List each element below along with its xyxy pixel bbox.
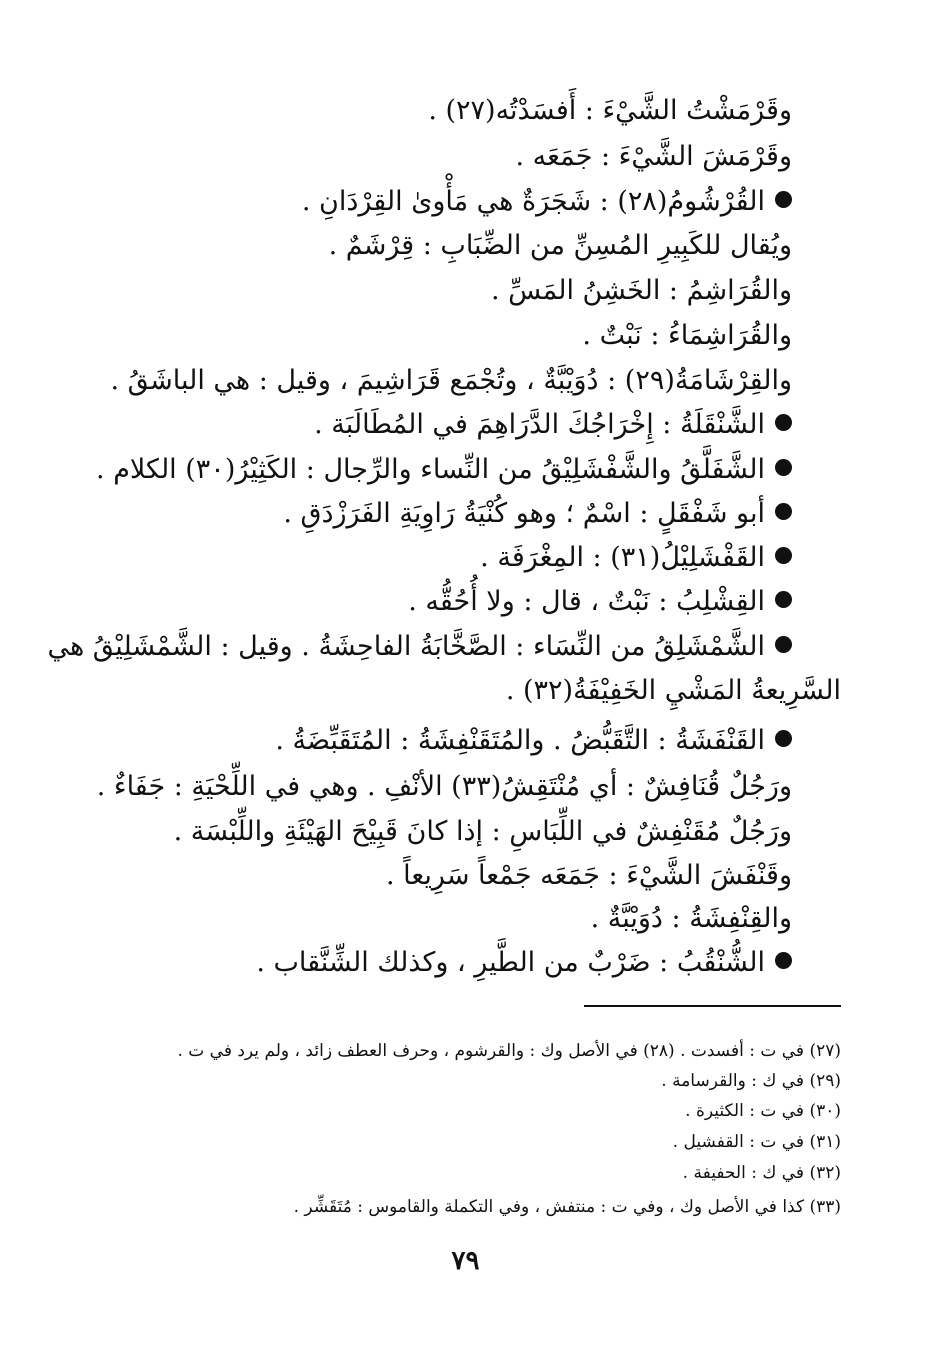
text-line: وقَرْمَشَ الشَّيْءَ : جَمَعَه . — [515, 141, 792, 172]
entry-line: الشُّنْقُبُ : ضَرْبٌ من الطَّيرِ ، وكذلك الشِّنَّقاب . — [256, 943, 792, 983]
text-line: السَّرِيعةُ المَشْيِ الخَفِيْفَةُ(٣٢) . — [505, 675, 841, 706]
entry-line: القُرْشُومُ(٢٨) : شَجَرَةٌ هي مَأْوىٰ القِرْدَانِ . — [302, 182, 792, 222]
bullet-icon — [775, 459, 792, 476]
footnote: (٣٠) في ت : الكثيرة . — [685, 1101, 841, 1121]
text-line: ورَجُلٌ مُقَنْفِشٌ في اللِّبَاسِ : إذا كانَ قَبِيْحَ الهَيْئَةِ واللِّبْسَة . — [173, 816, 792, 847]
bullet-icon — [775, 730, 792, 747]
entry-line: أبو شَفْقَلٍ : اسْمٌ ؛ وهو كُنْيَةُ رَاوِيَةِ الفَرَزْدَقِ . — [283, 494, 792, 534]
entry-line: القَنْفَشَةُ : التَّقَبُّضُ . والمُتَقَنْفِشَةُ : المُتَقَبِّضَةُ . — [275, 721, 792, 761]
footnote: (٣٣) كذا في الأصل وك ، وفي ت : منتفش ، وفي التكملة والقاموس : مُتَقَشِّر . — [293, 1197, 841, 1217]
bullet-icon — [775, 547, 792, 564]
text-line: والقِنْفِشَةُ : دُوَيْبَّةٌ . — [590, 903, 792, 934]
footnote: (٣١) في ت : القفشيل . — [672, 1132, 841, 1152]
bullet-icon — [775, 636, 792, 653]
text-line: ويُقال للكَبِيرِ المُسِنِّ من الضِّبَابِ : قِرْشَمٌ . — [328, 230, 792, 261]
footnote: (٢٩) في ك : والقرسامة . — [661, 1071, 841, 1091]
entry-line: الشَّمْشَلِقُ من النِّسَاء : الصَّخَّابَةُ الفاحِشَةُ . وقيل : الشَّمْشَلِيْقُ هي — [47, 627, 792, 667]
footnote-divider — [584, 1005, 841, 1007]
text-line: ورَجُلٌ قُنَافِشٌ : أي مُنْتَقِشُ(٣٣) الأنْفِ . وهي في اللِّحْيَةِ : جَفَاءٌ . — [96, 771, 792, 802]
bullet-icon — [775, 952, 792, 969]
entry-line: الشَّفَلَّقُ والشَّفْشَلِيْقُ من النِّساء والرِّجال : الكَثِيْرُ(٣٠) الكلام . — [96, 450, 792, 490]
text-line: والقُرَاشِمُ : الخَشِنُ المَسِّ . — [491, 275, 792, 306]
footnote: (٣٢) في ك : الحفيفة . — [682, 1163, 841, 1183]
bullet-icon — [775, 191, 792, 208]
page-number: ٧٩ — [451, 1246, 480, 1276]
entry-line: الشَّنْقَلَةُ : إِخْرَاجُكَ الدَّرَاهِمَ في المُطَالَبَة . — [314, 405, 792, 445]
entry-line: القِشْلِبُ : نَبْتٌ ، قال : ولا أُحُقُّه . — [408, 582, 792, 622]
bullet-icon — [775, 591, 792, 608]
bullet-icon — [775, 503, 792, 520]
footnote: (٢٧) في ت : أفسدت . (٢٨) في الأصل وك : والقرشوم ، وحرف العطف زائد ، ولم يرد في ت . — [177, 1041, 841, 1061]
bullet-icon — [775, 414, 792, 431]
text-line: والقُرَاشِمَاءُ : نَبْتٌ . — [582, 320, 792, 351]
text-line: والقِرْشَامَةُ(٢٩) : دُوَيْبَّةٌ ، وتُجْمَع قَرَاشِيمَ ، وقيل : هي الباشَقُ . — [110, 365, 792, 396]
text-line: وقَنْفَشَ الشَّيْءَ : جَمَعَه جَمْعاً سَرِيعاً . — [385, 860, 792, 891]
text-line: وقَرْمَشْتُ الشَّيْءَ : أَفسَدْتُه(٢٧) . — [428, 95, 792, 126]
entry-line: القَفْشَلِيْلُ(٣١) : المِغْرَفَة . — [480, 538, 792, 578]
